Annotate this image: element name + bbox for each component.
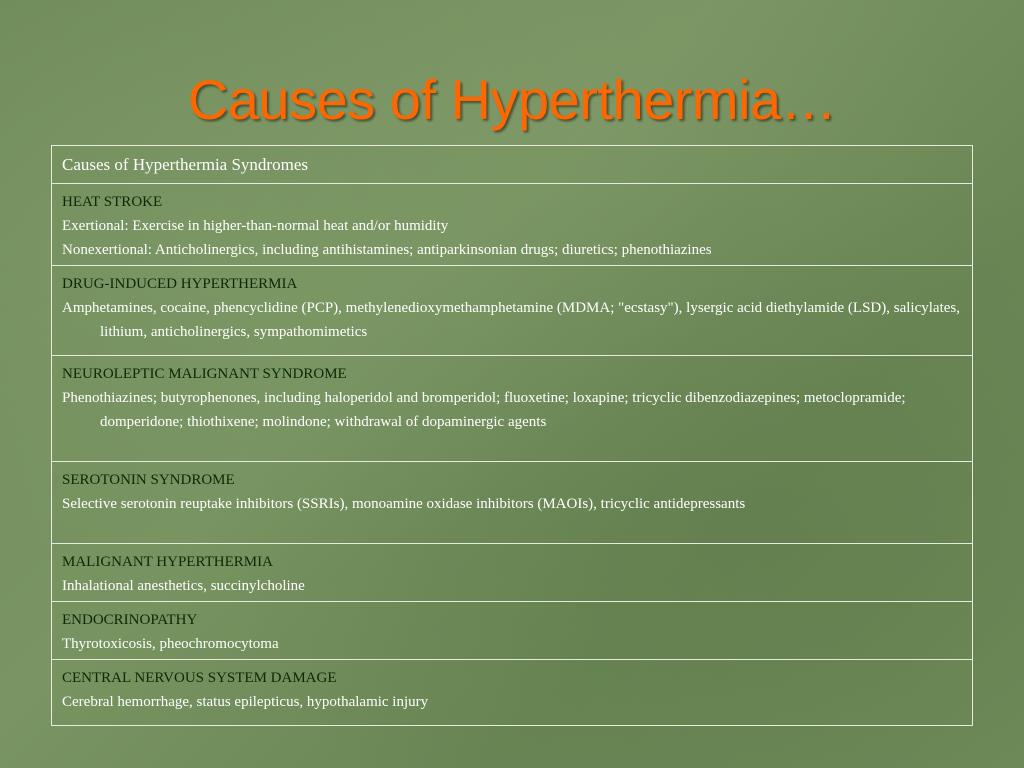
causes-table — [51, 145, 973, 726]
category-malignant-hyperthermia: MALIGNANT HYPERTHERMIA — [62, 554, 273, 570]
category-serotonin-syndrome: SEROTONIN SYNDROME — [62, 472, 235, 488]
category-neuroleptic-malignant-syndrome: NEUROLEPTIC MALIGNANT SYNDROME — [62, 366, 347, 382]
description-line: Nonexertional: Anticholinergics, including antihistamines; antiparkinsonian drugs; diuretics; phenothiazines — [62, 242, 712, 258]
description-line: Selective serotonin reuptake inhibitors (SSRIs), monoamine oxidase inhibitors (MAOIs), tricyclic antidepressants — [62, 496, 746, 512]
description-line: Thyrotoxicosis, pheochromocytoma — [62, 636, 279, 652]
description-line: Exertional: Exercise in higher-than-normal heat and/or humidity — [62, 218, 449, 234]
category-central-nervous-system-damage: CENTRAL NERVOUS SYSTEM DAMAGE — [62, 670, 337, 686]
description-line: Phenothiazines; butyrophenones, including haloperidol and bromperidol; fluoxetine; loxapine; tricyclic dibenzodiazepines; metoclopramide; domperidone; thiothixene; molindone; withdrawal of dopaminergic agents — [62, 390, 906, 430]
description-line: Cerebral hemorrhage, status epilepticus, hypothalamic injury — [62, 694, 429, 710]
table-row-malignant-hyperthermia — [52, 543, 972, 601]
table-row-neuroleptic — [52, 355, 972, 461]
category-heat-stroke: HEAT STROKE — [62, 194, 163, 210]
description-line: Inhalational anesthetics, succinylcholine — [62, 578, 305, 594]
table-row-heat-stroke — [52, 183, 972, 265]
table-row-serotonin — [52, 461, 972, 543]
table-header: Causes of Hyperthermia Syndromes — [62, 155, 308, 174]
table-row-cns-damage — [52, 659, 972, 725]
slide-title: Causes of Hyperthermia… — [187, 68, 837, 131]
description-line: Amphetamines, cocaine, phencyclidine (PCP), methylenedioxymethamphetamine (MDMA; "ecstasy"), lysergic acid diethylamide (LSD), salicylates, lithium, anticholinergics, sympathomimetics — [62, 300, 960, 340]
table-row-drug-induced — [52, 265, 972, 355]
category-endocrinopathy: ENDOCRINOPATHY — [62, 612, 198, 628]
category-drug-induced-hyperthermia: DRUG-INDUCED HYPERTHERMIA — [62, 276, 298, 292]
table-row-endocrinopathy — [52, 601, 972, 659]
